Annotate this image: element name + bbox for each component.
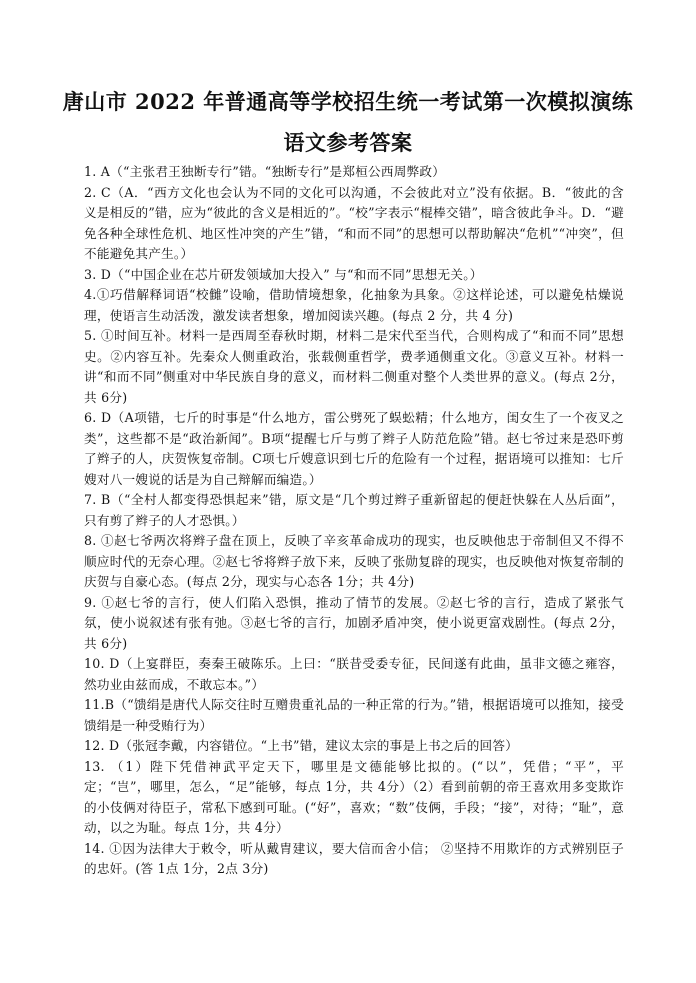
answer-item-5: 5. ①时间互补。材料一是西周至春秋时期，材料二是宋代至当代，合则构成了“和而不同”思想史。②内容互补。先秦众人侧重政治，张载侧重哲学，费孝通侧重文化。③意义互补。材料一讲“和而不同”侧重对中华民族自身的意义，而材料二侧重对整个人类世界的意义。(每点 2分，共 6分)	[84, 328, 624, 405]
answer-item-12: 12. D（张冠李戴，内容错位。“上书”错，建议太宗的事是上书之后的回答）	[84, 738, 519, 753]
answer-item-9: 9. ①赵七爷的言行，使人们陷入恐惧，推动了情节的发展。②赵七爷的言行，造成了紧张气氛，使小说叙述有张有弛。③赵七爷的言行，加剧矛盾冲突，使小说更富戏剧性。(每点 2分，共 6分)	[84, 594, 624, 651]
answer-item-3: 3. D（“中国企业在芯片研发领域加大投入” 与“和而不同”思想无关。）	[84, 266, 483, 282]
answer-item-13: 13. （1）陛下凭借神武平定天下，哪里是文德能够比拟的。(“以”，凭借；“平”，平定；“岂”，哪里，怎么，“足”能够，每点 1分，共 4分）（2）看到前朝的帝王喜欢用多变欺诈的小伎俩对待臣子，常私下感到可耻。(“好”，喜欢；“数”伎俩，手段；“接”，对待；“耻”，意动，以之为耻。每点 1分，共 4分）	[84, 758, 624, 835]
answer-list	[84, 162, 624, 880]
answer-item-14: 14. ①因为法律大于敕令，听从戴胄建议，要大信而舍小信； ②坚持不用欺诈的方式辨别臣子的忠奸。(答 1点 1分，2点 3分)	[84, 840, 624, 876]
answer-item-10: 10. D（上宴群臣，奏秦王破陈乐。上曰：“朕昔受委专征，民间遂有此曲，虽非文德之雍容，然功业由兹而成，不敢忘本。”）	[84, 656, 624, 692]
answer-item-2: 2. C（A．“西方文化也会认为不同的文化可以沟通，不会彼此对立”没有依据。B．“彼此的含义是相反的”错，应为“彼此的含义是相近的”。“校”字表示“棍棒交错”，暗含彼此争斗。D．“避免各种全球性危机、地区性冲突的产生”错，“和而不同”的思想可以帮助解决“危机”“冲突”，但不能避免其产生。）	[84, 184, 624, 261]
answer-item-6: 6. D（A项错，七斤的时事是“什么地方，雷公劈死了蜈蚣精；什么地方，闺女生了一个夜叉之类”，这些都不是“政治新闻”。B项“提醒七斤与剪了辫子人防范危险”错。赵七爷过来是恐吓剪了辫子的人，庆贺恢复帝制。C项七斤嫂意识到七斤的危险有一个过程，据语境可以推知：七斤嫂对八一嫂说的话是为自己辩解而编造。）	[84, 410, 624, 487]
document-title: 唐山市 2022 年普通高等学校招生统一考试第一次模拟演练	[62, 89, 634, 114]
document-subtitle: 语文参考答案	[283, 130, 413, 155]
answer-item-8: 8. ①赵七爷两次将辫子盘在顶上，反映了辛亥革命成功的现实，也反映他忠于帝制但又不得不顺应时代的无奈心理。②赵七爷将辫子放下来，反映了张勋复辟的现实，也反映他对恢复帝制的庆贺与自豪心态。(每点 2分，现实与心态各 1分；共 4分)	[84, 533, 624, 589]
answer-item-4: 4.①巧借解释词语“校雠”设喻，借助情境想象，化抽象为具象。②这样论述，可以避免枯燥说理，使语言生动活泼，激发读者想象，增加阅读兴趣。(每点 2 分，共 4 分)	[84, 287, 624, 323]
answer-item-7: 7. B（“全村人都变得恐惧起来”错，原文是“几个剪过辫子重新留起的便赶快躲在人丛后面”，只有剪了辫子的人才恐惧。）	[84, 492, 624, 528]
answer-item-1: 1. A（“主张君王独断专行”错。“独断专行”是郑桓公西周弊政）	[84, 164, 446, 179]
answer-item-11: 11.B（“馈绢是唐代人际交往时互赠贵重礼品的一种正常的行为。”错，根据语境可以推知，接受馈绢是一种受贿行为）	[84, 697, 624, 733]
